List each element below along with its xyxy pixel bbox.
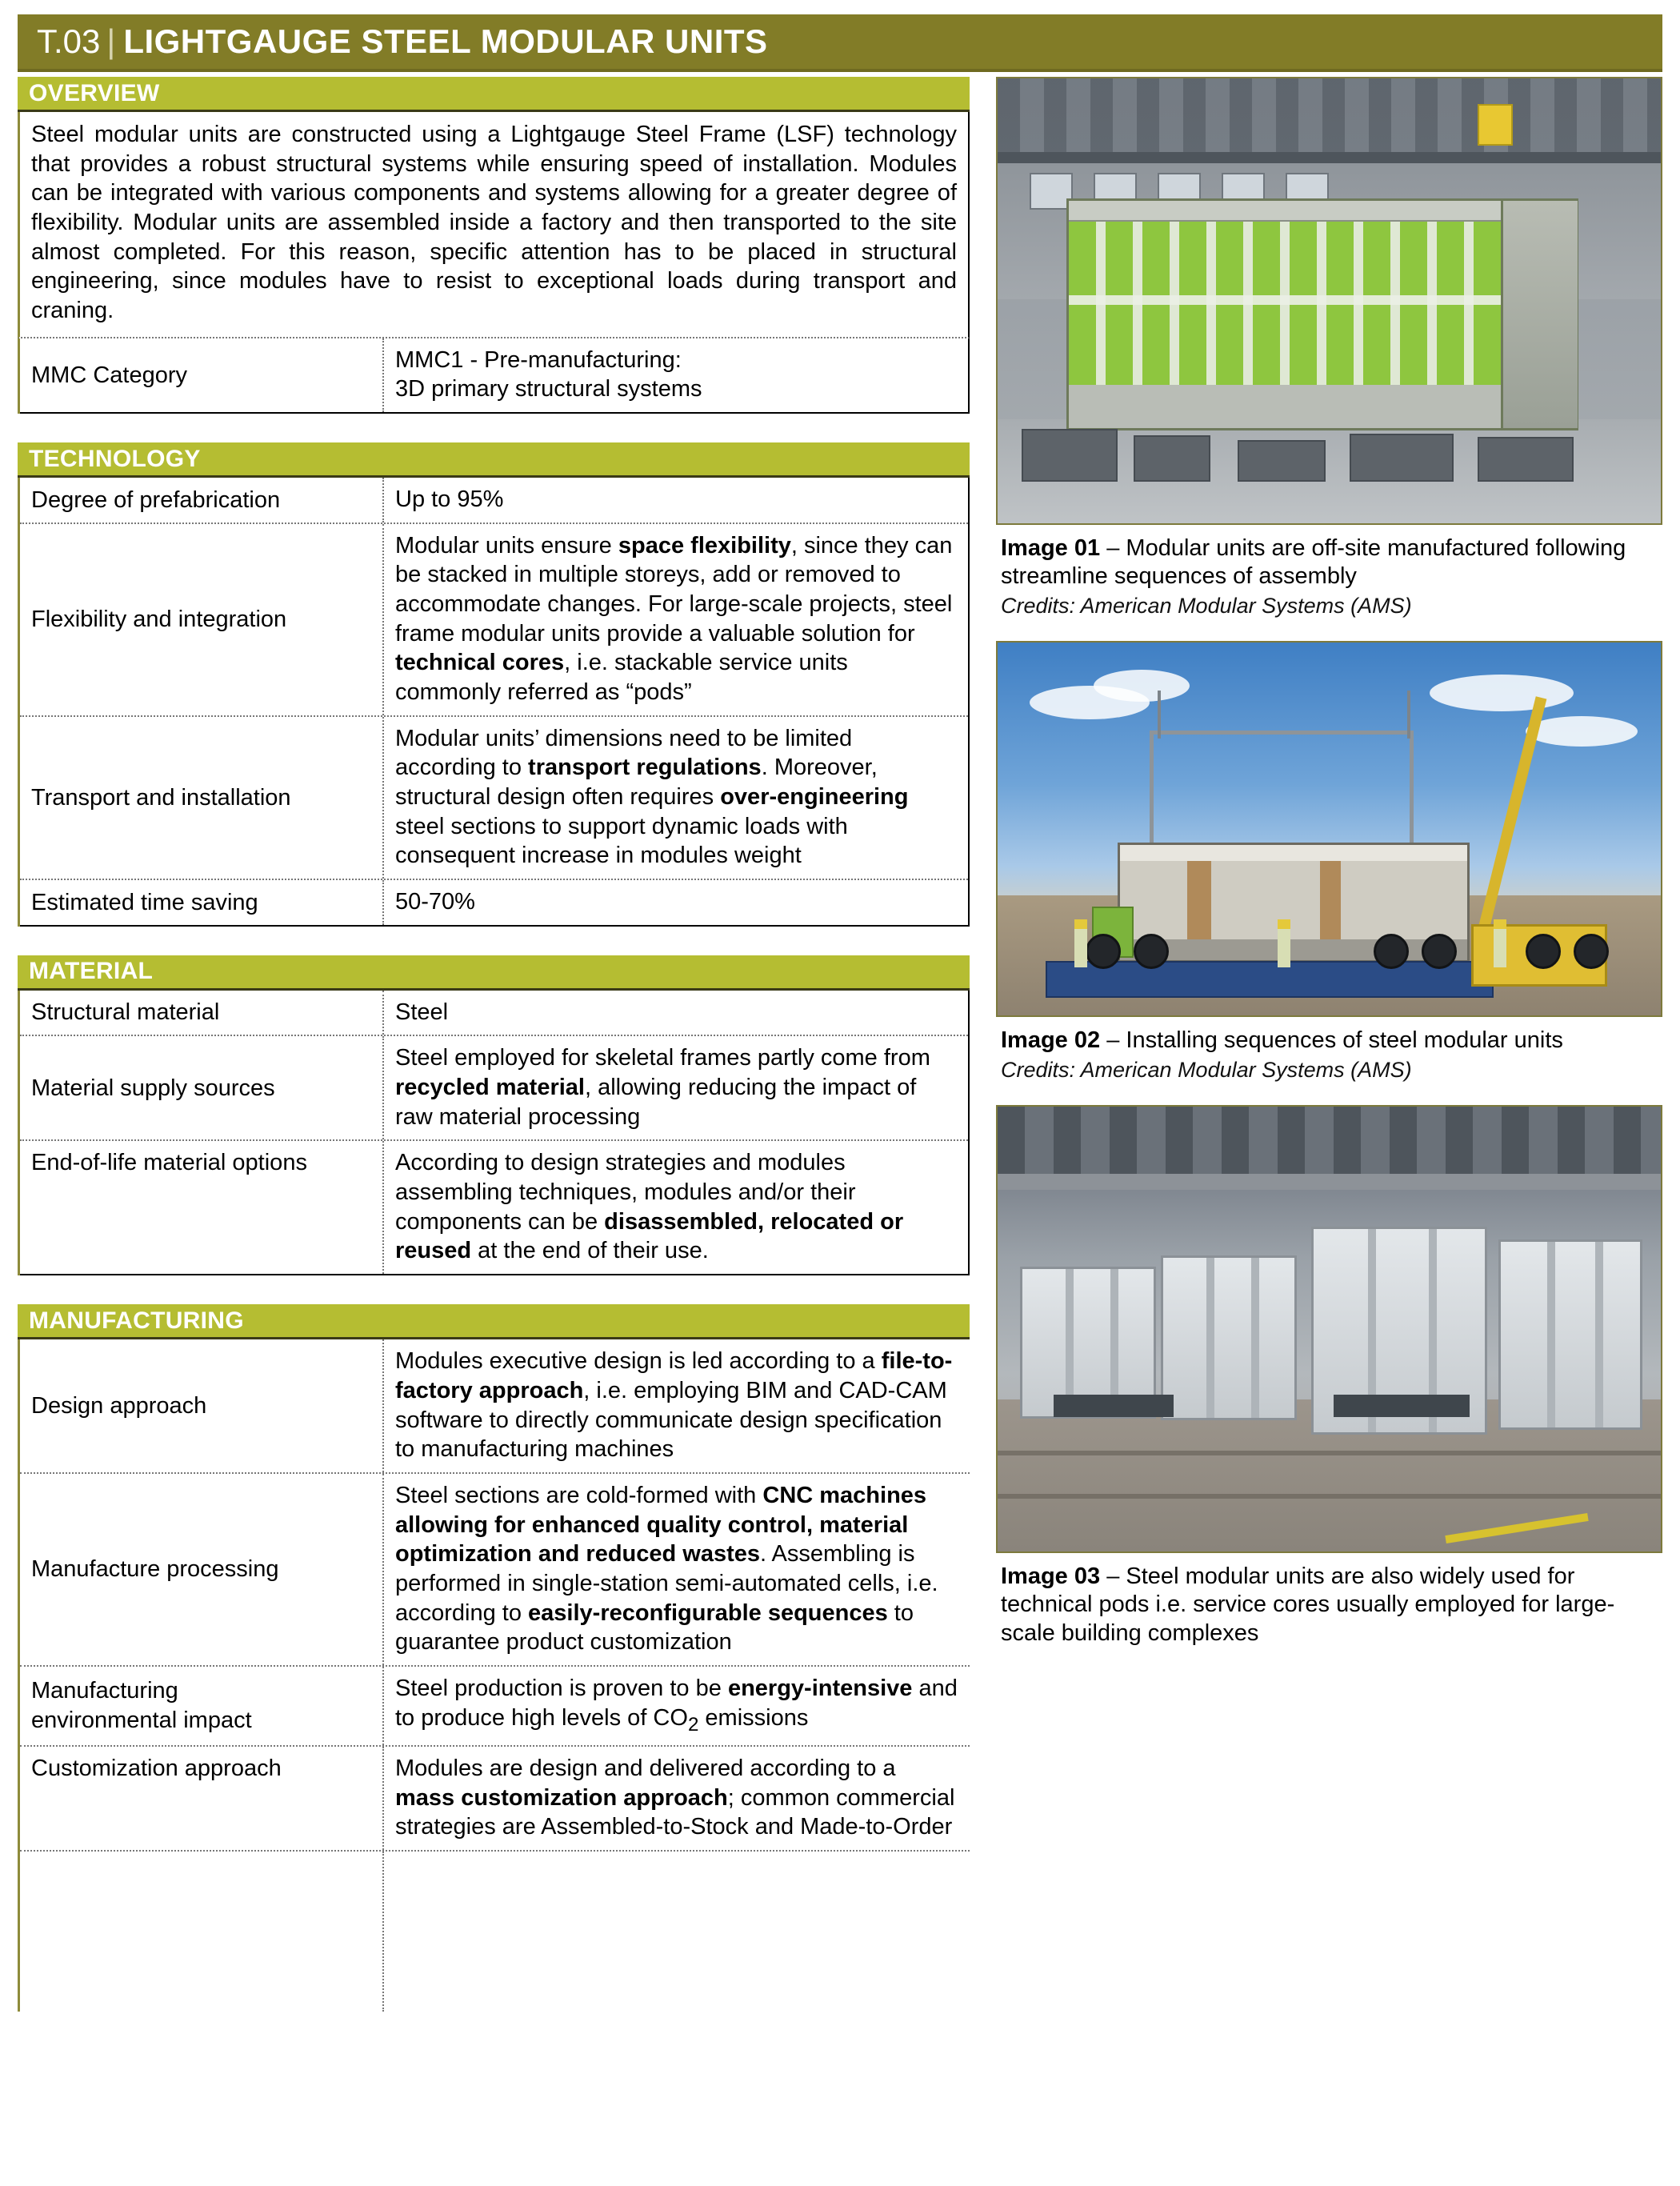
row-label: Customization approach bbox=[20, 1747, 384, 1850]
row-label: Degree of prefabrication bbox=[20, 478, 384, 522]
row-label: MMC Category bbox=[20, 338, 384, 412]
table-row bbox=[20, 338, 968, 414]
section-spacer bbox=[18, 927, 970, 955]
row-label: Manufacturing environmental impact bbox=[20, 1667, 384, 1745]
figure-image-02 bbox=[996, 641, 1662, 1083]
table-row-empty bbox=[20, 1852, 970, 2012]
figure-dash-03: – bbox=[1106, 1563, 1120, 1589]
section-header-technology-label: TECHNOLOGY bbox=[29, 445, 201, 472]
row-value bbox=[384, 338, 968, 412]
row-label: Material supply sources bbox=[20, 1036, 384, 1139]
section-technology bbox=[18, 442, 970, 927]
module-roof bbox=[1069, 201, 1576, 222]
equipment-crate bbox=[1022, 429, 1118, 482]
row-label-empty bbox=[20, 1852, 384, 2012]
overview-table bbox=[18, 338, 970, 414]
row-label: Manufacture processing bbox=[20, 1474, 384, 1665]
section-header-overview bbox=[18, 77, 970, 112]
row-value: Steel production is proven to be energy-intensive and to produce high levels of $CO_2$ emissions bbox=[395, 1675, 958, 1736]
table-row bbox=[20, 478, 968, 524]
row-value: Up to 95% bbox=[395, 486, 504, 513]
table-row bbox=[20, 991, 968, 1037]
material-table bbox=[18, 991, 970, 1275]
section-spacer bbox=[18, 414, 970, 442]
co2-subscript: 2 bbox=[687, 1713, 699, 1736]
equipment-crate bbox=[1238, 440, 1326, 482]
equipment-crate bbox=[1134, 435, 1210, 482]
equipment-crate bbox=[1478, 437, 1574, 482]
steel-modular-unit bbox=[1118, 843, 1470, 963]
site-worker bbox=[1074, 929, 1087, 967]
figure-image-01 bbox=[996, 77, 1662, 619]
section-header-technology bbox=[18, 442, 970, 478]
row-value: Modules are design and delivered according to a mass customization approach; common commercial strategies are Assembled-to-Stock and Made-to-Order bbox=[395, 1755, 955, 1840]
cloud bbox=[1094, 670, 1190, 702]
transport-trailer bbox=[1046, 961, 1494, 998]
mmc-category-line-2: 3D primary structural systems bbox=[395, 376, 702, 402]
row-value: Modular units’ dimensions need to be limited according to transport regulations. Moreover, structural design often requires over-engineering steel sections to support dynamic loads with consequent increase in modules weight bbox=[395, 725, 909, 869]
sheet-code: T.03 bbox=[37, 22, 101, 60]
section-header-manufacturing-label: MANUFACTURING bbox=[29, 1307, 244, 1334]
manufacturing-table bbox=[18, 1339, 970, 2012]
table-row bbox=[20, 1339, 970, 1474]
trailer-wheel bbox=[1134, 934, 1169, 969]
section-spacer bbox=[18, 1275, 970, 1304]
row-label: Flexibility and integration bbox=[20, 524, 384, 715]
figure-spacer bbox=[996, 623, 1662, 641]
crane-wheel bbox=[1574, 934, 1609, 969]
right-figures-column bbox=[996, 77, 1662, 1652]
figure-image-03 bbox=[996, 1105, 1662, 1648]
module-end-panel bbox=[1501, 201, 1578, 428]
photo-image-03 bbox=[996, 1105, 1662, 1553]
table-row bbox=[20, 1747, 970, 1852]
figure-spacer bbox=[996, 1087, 1662, 1105]
figure-dash-01: – bbox=[1106, 535, 1120, 561]
module-cross-rail bbox=[1069, 295, 1576, 305]
row-label: Design approach bbox=[20, 1339, 384, 1472]
figure-label-01: Image 01 bbox=[1001, 535, 1101, 561]
section-header-material bbox=[18, 955, 970, 991]
row-value: Steel bbox=[395, 999, 449, 1025]
section-header-manufacturing bbox=[18, 1304, 970, 1339]
table-row bbox=[20, 524, 968, 717]
figure-caption-02 bbox=[996, 1017, 1662, 1055]
page-title-bar bbox=[18, 14, 1662, 72]
cloud bbox=[1430, 675, 1574, 711]
section-overview bbox=[18, 77, 970, 414]
floor-rail bbox=[998, 1494, 1661, 1499]
table-row bbox=[20, 1474, 970, 1667]
figure-label-02: Image 02 bbox=[1001, 1027, 1101, 1054]
pod-mullion bbox=[1547, 1242, 1555, 1427]
module-door bbox=[1320, 861, 1341, 939]
row-value-empty bbox=[384, 1852, 970, 2012]
photo-image-02 bbox=[996, 641, 1662, 1017]
section-manufacturing bbox=[18, 1304, 970, 2012]
section-material bbox=[18, 955, 970, 1275]
figure-label-03: Image 03 bbox=[1001, 1563, 1101, 1589]
table-row bbox=[20, 1036, 968, 1141]
figure-caption-03 bbox=[996, 1553, 1662, 1648]
green-framed-module bbox=[1066, 198, 1578, 430]
pod-mullion bbox=[1251, 1258, 1259, 1418]
figure-caption-text-01: Modular units are off-site manufactured following streamline sequences of assembly bbox=[1001, 535, 1626, 590]
row-value: Steel sections are cold-formed with CNC machines allowing for enhanced quality control, material optimization and reduced wastes. Assembling is performed in single-station semi-automated cells, i.e. according to easily-reconfigurable sequences to guarantee product customization bbox=[395, 1482, 938, 1656]
module-door bbox=[1187, 861, 1211, 939]
table-row bbox=[20, 880, 968, 927]
trailer-wheel bbox=[1422, 934, 1457, 969]
transport-cart bbox=[1054, 1395, 1174, 1417]
trailer-wheel bbox=[1374, 934, 1409, 969]
row-label: Transport and installation bbox=[20, 717, 384, 879]
row-label: Structural material bbox=[20, 991, 384, 1035]
site-worker bbox=[1278, 929, 1290, 967]
pod-mullion bbox=[1595, 1242, 1603, 1427]
left-content-column bbox=[18, 77, 970, 2012]
figure-credits-01: Credits: American Modular Systems (AMS) bbox=[1001, 593, 1412, 618]
row-label: Estimated time saving bbox=[20, 880, 384, 925]
table-row bbox=[20, 1141, 968, 1275]
title-separator: | bbox=[106, 22, 116, 60]
lifting-cable bbox=[1407, 691, 1410, 739]
page-title: LIGHTGAUGE STEEL MODULAR UNITS bbox=[123, 22, 768, 60]
figure-dash-02: – bbox=[1106, 1027, 1120, 1054]
mmc-category-line-1: MMC1 - Pre-manufacturing: bbox=[395, 346, 682, 373]
table-row bbox=[20, 717, 968, 880]
overview-paragraph-row bbox=[18, 112, 970, 338]
row-value: Modules executive design is led according to a file-to-factory approach, i.e. employing BIM and CAD-CAM software to directly communicate design specification to manufacturing machines bbox=[395, 1348, 953, 1463]
section-header-overview-label: OVERVIEW bbox=[29, 79, 160, 106]
figure-caption-01 bbox=[996, 525, 1662, 591]
table-row bbox=[20, 1667, 970, 1747]
lifting-rig bbox=[1150, 731, 1414, 843]
trailer-wheel bbox=[1086, 934, 1121, 969]
figure-caption-text-02: Installing sequences of steel modular units bbox=[1126, 1027, 1563, 1054]
yellow-sign bbox=[1478, 104, 1513, 146]
row-value: 50-70% bbox=[395, 889, 475, 915]
row-label: End-of-life material options bbox=[20, 1141, 384, 1274]
transport-cart bbox=[1334, 1395, 1470, 1417]
lifting-cable bbox=[1158, 691, 1161, 739]
technology-table bbox=[18, 478, 970, 927]
cloud bbox=[1526, 716, 1638, 747]
overview-paragraph: Steel modular units are constructed using a Lightgauge Steel Frame (LSF) technology that provides a robust structural systems while ensuring speed of installation. Modules can be integrated with various components and systems allowing for a greater degree of flexibility. Modular units are assembled inside a factory and then transported to the site almost completed. For this reason, specific attention has to be placed in structural engineering, since modules have to resist to exceptional loads during transport and craning. bbox=[31, 122, 957, 324]
figure-credits-02: Credits: American Modular Systems (AMS) bbox=[1001, 1057, 1412, 1082]
crane-wheel bbox=[1526, 934, 1561, 969]
roof-beam bbox=[998, 152, 1661, 163]
section-header-material-label: MATERIAL bbox=[29, 958, 154, 985]
pod-mullion bbox=[1206, 1258, 1214, 1418]
figure-caption-text-03: Steel modular units are also widely used for technical pods i.e. service cores usually employed for large-scale building complexes bbox=[1001, 1563, 1615, 1646]
photo-image-01 bbox=[996, 77, 1662, 525]
technical-pod bbox=[1498, 1239, 1642, 1430]
equipment-crate bbox=[1350, 434, 1454, 482]
row-value: Steel employed for skeletal frames partly come from recycled material, allowing reducing the impact of raw material processing bbox=[395, 1045, 930, 1130]
overhead-duct bbox=[998, 1174, 1661, 1190]
row-value: Modular units ensure space flexibility, since they can be stacked in multiple storeys, add or removed to accommodate changes. For large-scale projects, steel frame modular units provide a valuable solution for technical cores, i.e. stackable service units commonly referred as “pods” bbox=[395, 532, 953, 706]
site-worker bbox=[1494, 929, 1506, 967]
floor-rail bbox=[998, 1451, 1661, 1455]
technical-pod bbox=[1161, 1255, 1297, 1420]
row-value: According to design strategies and modules assembling techniques, modules and/or their components can be disassembled, relocated or reused at the end of their use. bbox=[395, 1150, 904, 1264]
